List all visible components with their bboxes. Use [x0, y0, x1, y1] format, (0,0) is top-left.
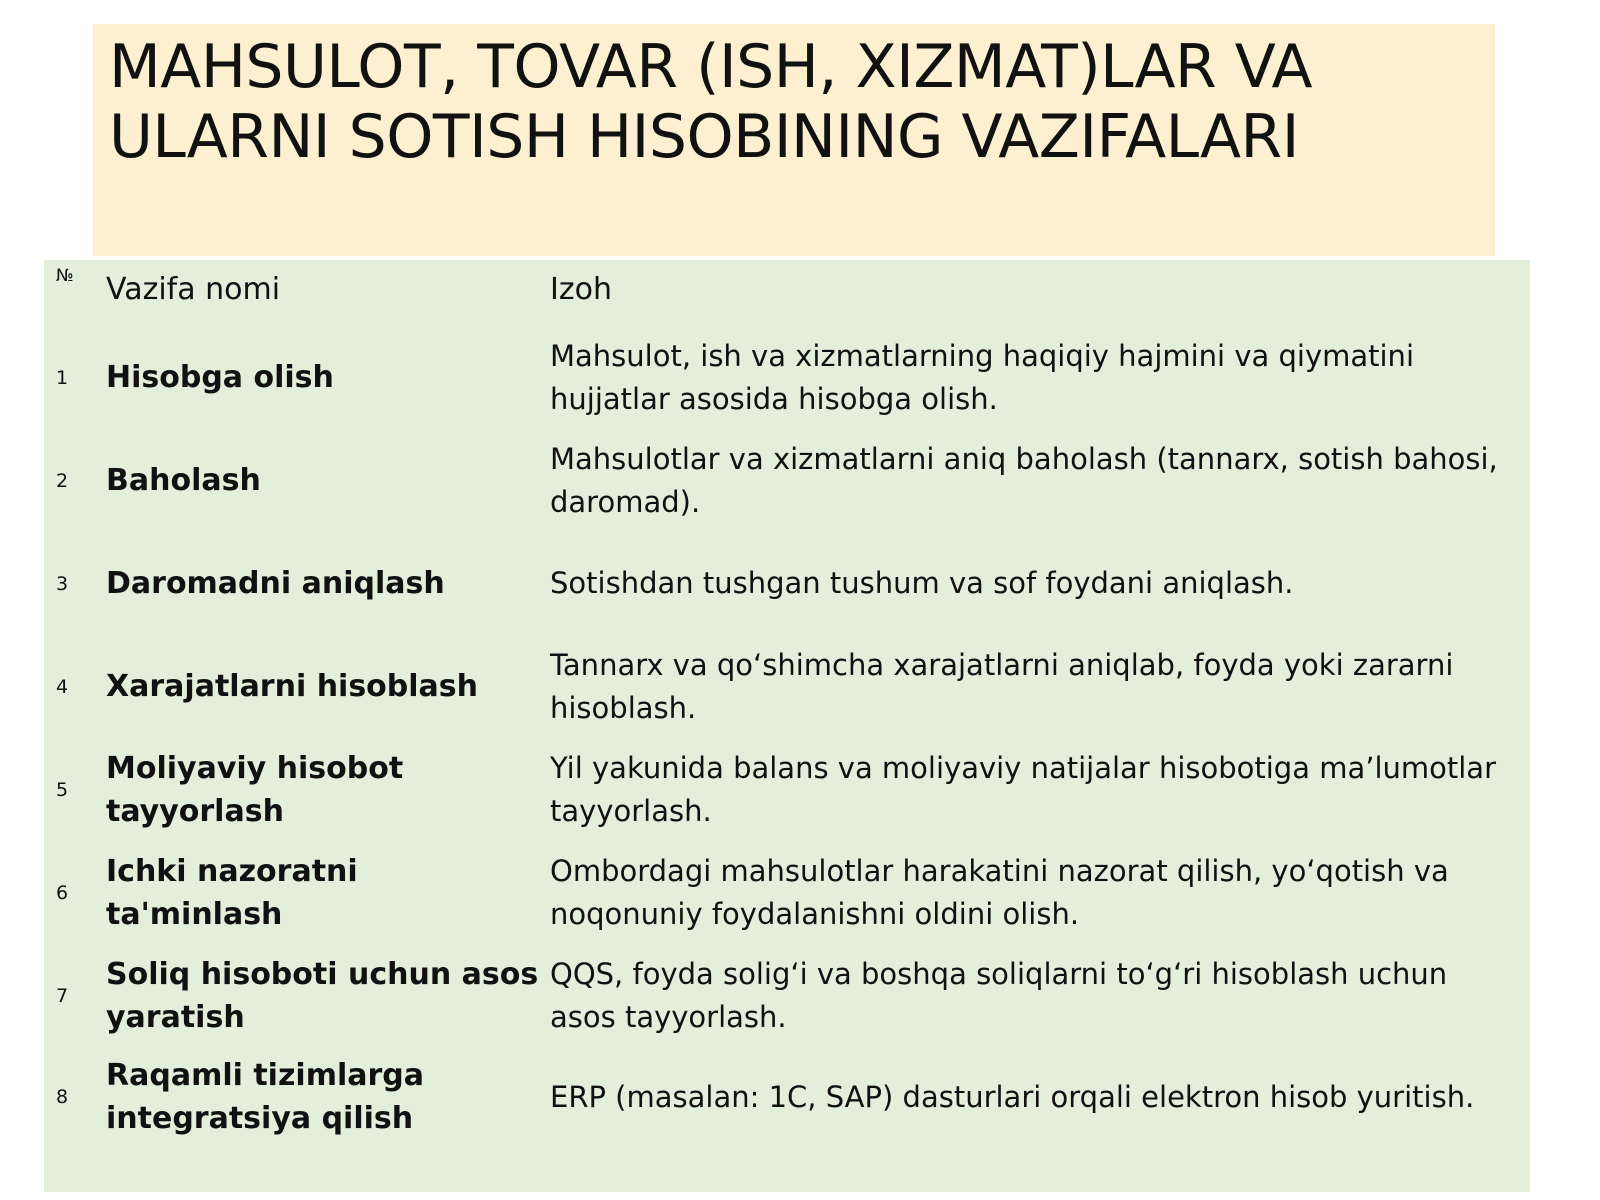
table-row: [44, 841, 1530, 944]
tasks-table: [44, 260, 1530, 1147]
header-task-name: Vazifa nomi: [106, 272, 281, 307]
task-description: Yil yakunida balans va moliyaviy natijalar hisobotiga ma’lumotlar tayyorlash.: [550, 750, 1496, 828]
task-description: Mahsulotlar va xizmatlarni aniq baholash (tannarx, sotish bahosi, daromad).: [550, 441, 1498, 519]
table-row: [44, 944, 1530, 1047]
table-row: [44, 532, 1530, 635]
task-description: Sotishdan tushgan tushum va sof foydani aniqlash.: [550, 566, 1294, 600]
title-banner: [93, 24, 1495, 256]
task-name: Moliyaviy hisobot tayyorlash: [106, 750, 404, 829]
row-number: 7: [56, 984, 69, 1007]
task-name: Soliq hisoboti uchun asos yaratish: [106, 956, 539, 1035]
table-row: [44, 326, 1530, 429]
task-description: Mahsulot, ish va xizmatlarning haqiqiy hajmini va qiymatini hujjatlar asosida hisobga olish.: [550, 338, 1414, 416]
task-name: Baholash: [106, 463, 261, 498]
task-name: Xarajatlarni hisoblash: [106, 669, 479, 704]
task-description: QQS, foyda solig‘i va boshqa soliqlarni to‘g‘ri hisoblash uchun asos tayyorlash.: [550, 956, 1448, 1034]
header-description: Izoh: [550, 272, 612, 307]
table-row: [44, 635, 1530, 738]
header-number: №: [56, 266, 74, 286]
task-description: Ombordagi mahsulotlar harakatini nazorat qilish, yo‘qotish va noqonuniy foydalanishni oldini olish.: [550, 853, 1449, 931]
tasks-table-panel: [44, 260, 1530, 1192]
table-row: [44, 738, 1530, 841]
row-number: 3: [56, 572, 69, 595]
task-description: ERP (masalan: 1C, SAP) dasturlari orqali elektron hisob yuritish.: [550, 1079, 1475, 1114]
task-name: Daromadni aniqlash: [106, 566, 445, 601]
row-number: 5: [56, 778, 69, 801]
row-number: 4: [56, 675, 69, 698]
table-row: [44, 1047, 1530, 1147]
task-description: Tannarx va qo‘shimcha xarajatlarni aniqlab, foyda yoki zararni hisoblash.: [550, 647, 1454, 725]
row-number: 1: [56, 366, 69, 389]
page-title: MAHSULOT, TOVAR (ISH, XIZMAT)LAR VA ULARNI SOTISH HISOBINING VAZIFALARI: [109, 32, 1313, 172]
task-name: Hisobga olish: [106, 360, 334, 395]
task-name: Raqamli tizimlarga integratsiya qilish: [106, 1058, 425, 1136]
row-number: 8: [56, 1086, 69, 1108]
table-row: [44, 429, 1530, 532]
row-number: 6: [56, 881, 69, 904]
table-header-row: [44, 260, 1530, 326]
row-number: 2: [56, 469, 69, 492]
task-name: Ichki nazoratni ta'minlash: [106, 853, 358, 932]
